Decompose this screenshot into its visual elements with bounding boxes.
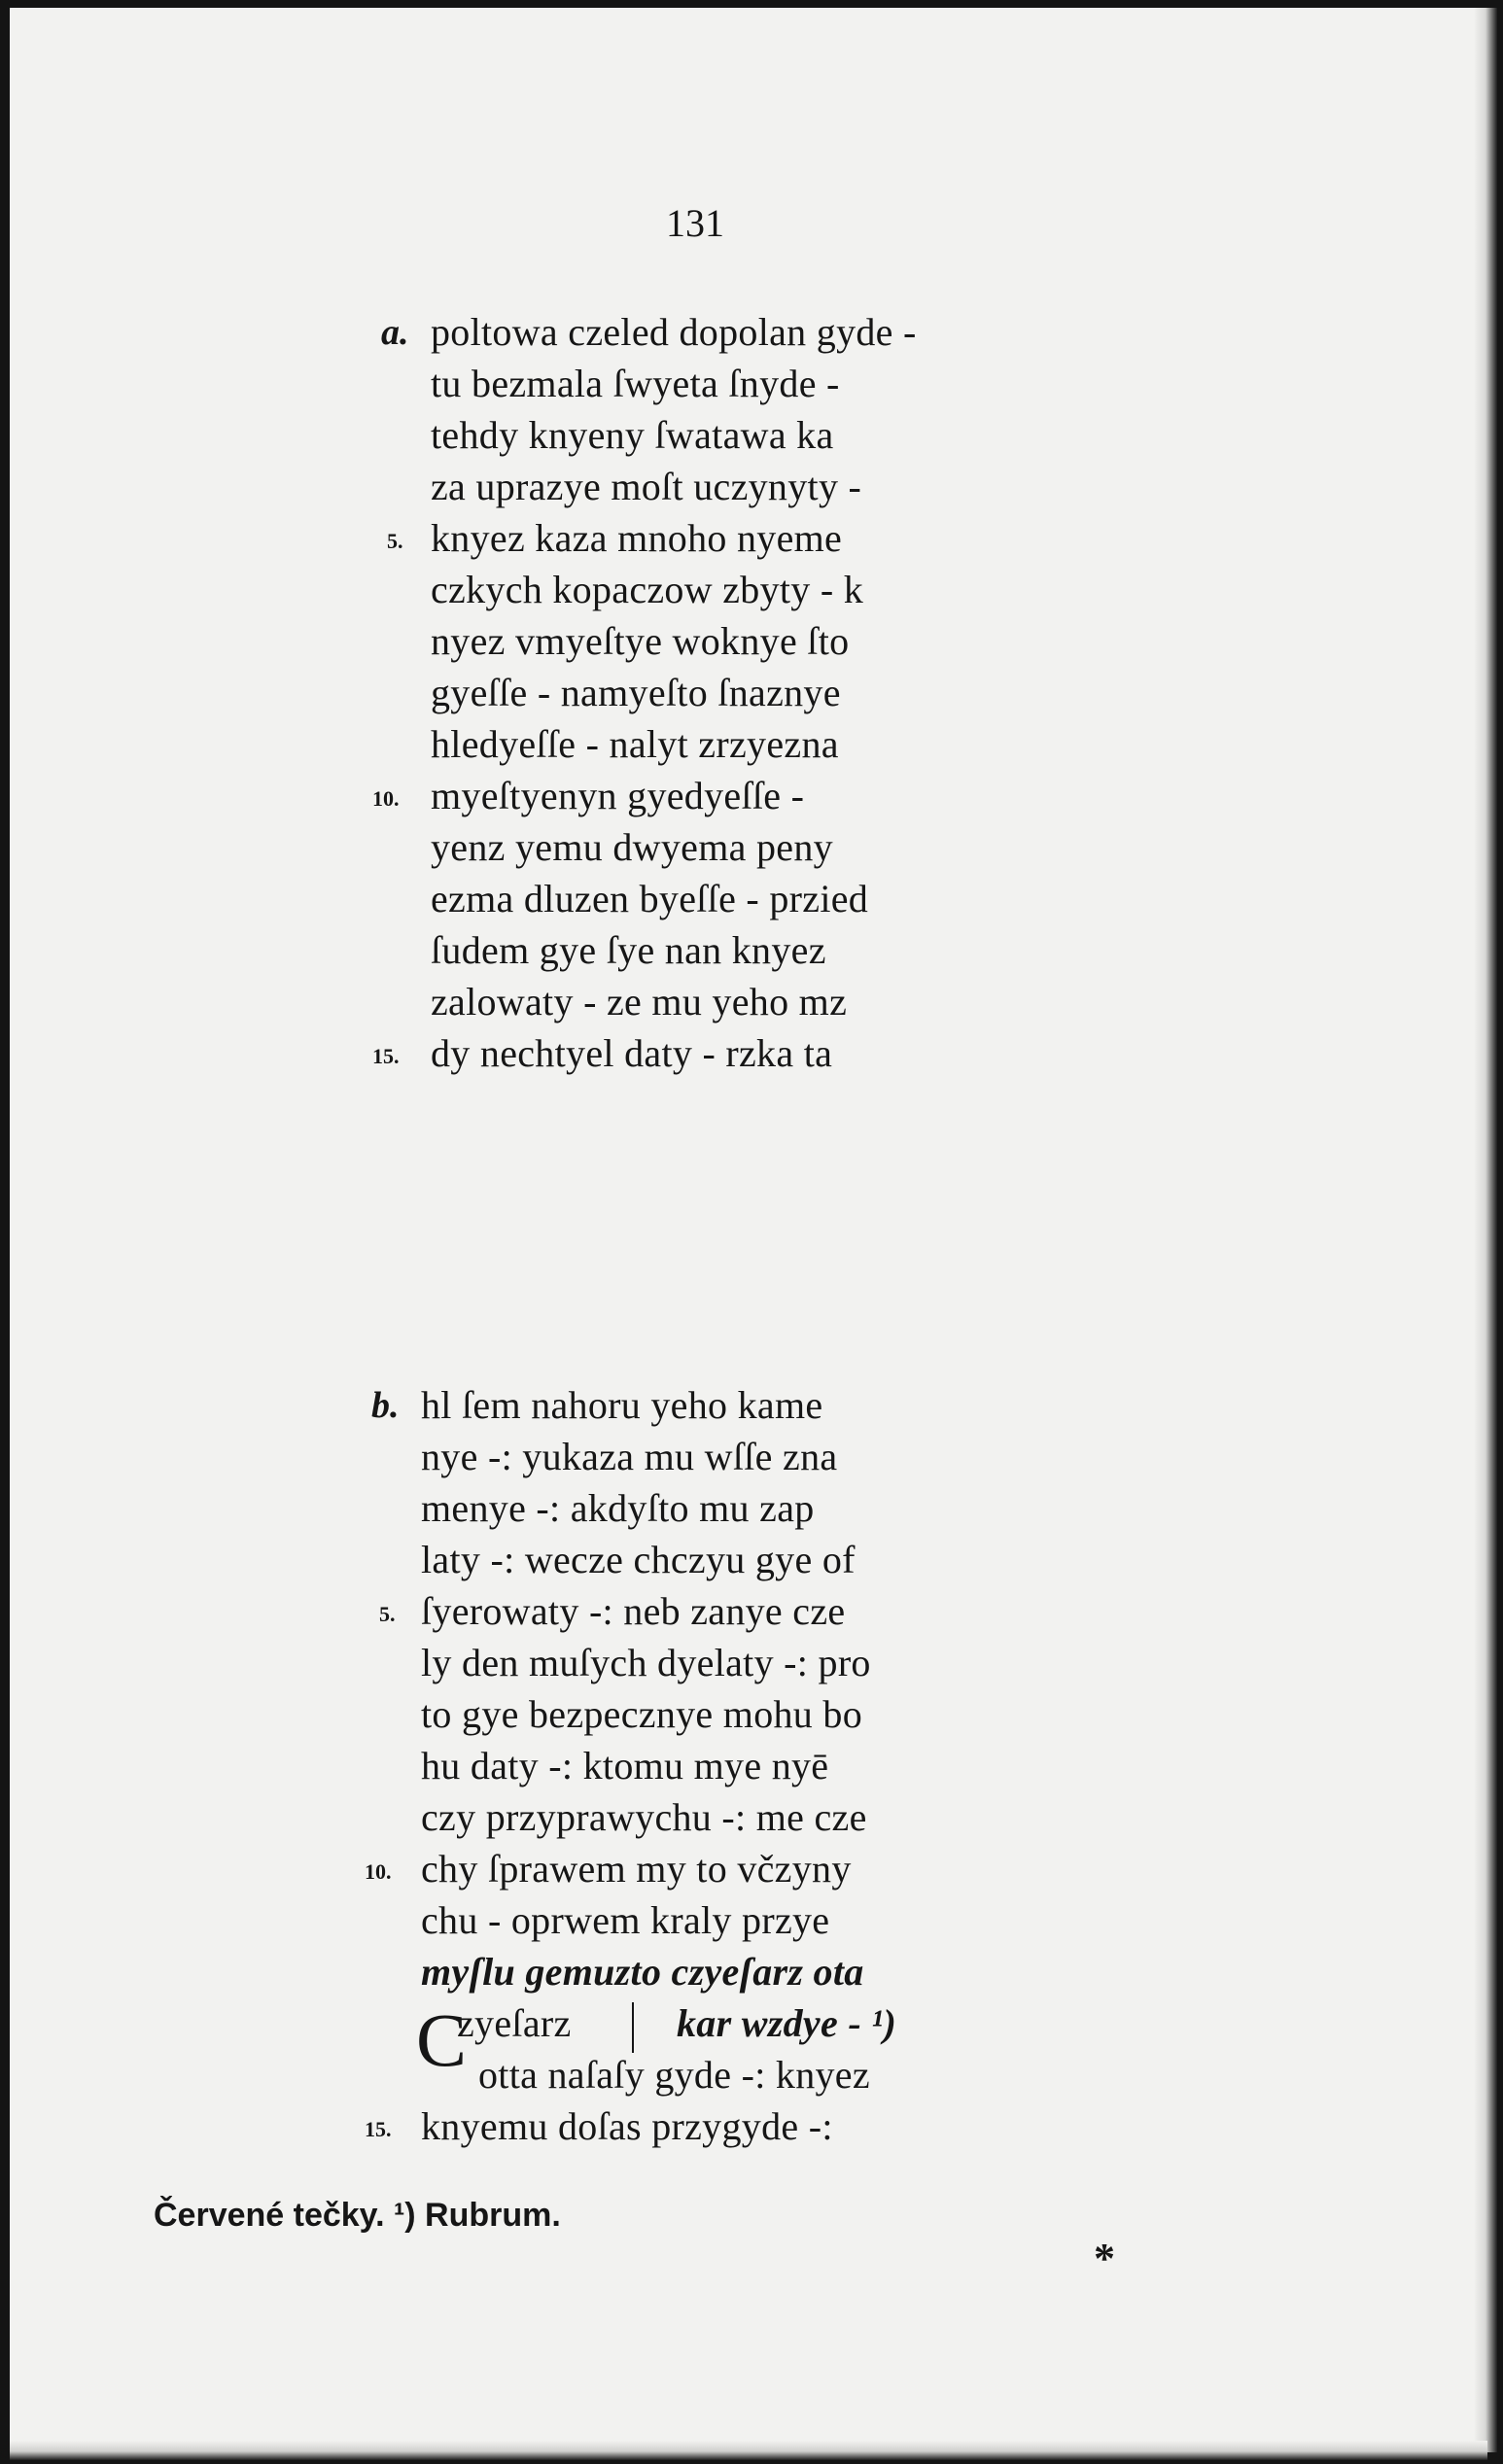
page-edge-shadow-bottom xyxy=(10,2441,1487,2460)
text-line: zyeſarz xyxy=(457,2001,572,2045)
text-line: ſudem gye ſye nan knyez xyxy=(431,928,826,972)
text-line: hledyeſſe - nalyt zrzyezna xyxy=(431,722,839,766)
drop-cap: C xyxy=(416,1997,468,2082)
page-edge-shadow xyxy=(1474,8,1497,2452)
text-line: hl ſem nahoru yeho kame xyxy=(421,1383,823,1427)
text-line: czy przyprawychu -: me cze xyxy=(421,1795,867,1839)
text-line: hu daty -: ktomu mye nyē xyxy=(421,1744,829,1787)
text-line: myeſtyenyn gyedyeſſe - xyxy=(431,774,805,817)
text-line: tehdy knyeny ſwatawa ka xyxy=(431,413,834,457)
text-line: gyeſſe - namyeſto ſnaznye xyxy=(431,671,841,714)
page-number: 131 xyxy=(666,201,724,245)
text-line: tu bezmala ſwyeta ſnyde - xyxy=(431,362,840,405)
text-line: zalowaty - ze mu yeho mz xyxy=(431,980,848,1024)
book-page xyxy=(10,8,1487,2452)
text-line: dy nechtyel daty - rzka ta xyxy=(431,1031,833,1075)
text-line: ly den muſych dyelaty -: pro xyxy=(421,1641,871,1684)
line-number: 15. xyxy=(372,1044,400,1068)
text-line: to gye bezpecznye mohu bo xyxy=(421,1692,863,1736)
text-line: knyemu doſas przygyde -: xyxy=(421,2104,833,2148)
line-number: 5. xyxy=(379,1602,396,1626)
section-marker-a: a. xyxy=(381,312,409,353)
footnote: Červené tečky. ¹) Rubrum. xyxy=(154,2197,561,2234)
text-line: laty -: wecze chczyu gye of xyxy=(421,1538,856,1581)
line-number: 15. xyxy=(365,2117,392,2141)
text-line: kar wzdye - ¹) xyxy=(677,2001,897,2045)
text-line: myſlu gemuzto czyeſarz ota xyxy=(421,1950,864,1994)
line-number: 10. xyxy=(365,1859,392,1884)
text-line: chy ſprawem my to včzyny xyxy=(421,1847,852,1891)
text-line: nyez vmyeſtye woknye ſto xyxy=(431,619,850,663)
text-line: ezma dluzen byeſſe - przied xyxy=(431,877,869,920)
text-line: yenz yemu dwyema peny xyxy=(431,825,833,869)
text-line: knyez kaza mnoho nyeme xyxy=(431,516,843,560)
text-line: otta naſaſy gyde -: knyez xyxy=(478,2053,870,2097)
asterisk-mark: * xyxy=(1094,2235,1115,2282)
text-line: poltowa czeled dopolan gyde - xyxy=(431,310,917,354)
text-line: ſyerowaty -: neb zanye cze xyxy=(421,1589,846,1633)
text-line: za uprazye moſt uczynyty - xyxy=(431,465,862,508)
text-line: menye -: akdyſto mu zap xyxy=(421,1486,815,1530)
text-line: chu - oprwem kraly przye xyxy=(421,1898,830,1942)
text-line: nye -: yukaza mu wſſe zna xyxy=(421,1435,838,1478)
line-number: 5. xyxy=(387,529,403,553)
line-number: 10. xyxy=(372,786,400,811)
section-marker-b: b. xyxy=(371,1385,400,1426)
separator-bar xyxy=(632,2002,634,2053)
text-line: czkych kopaczow zbyty - k xyxy=(431,568,864,611)
